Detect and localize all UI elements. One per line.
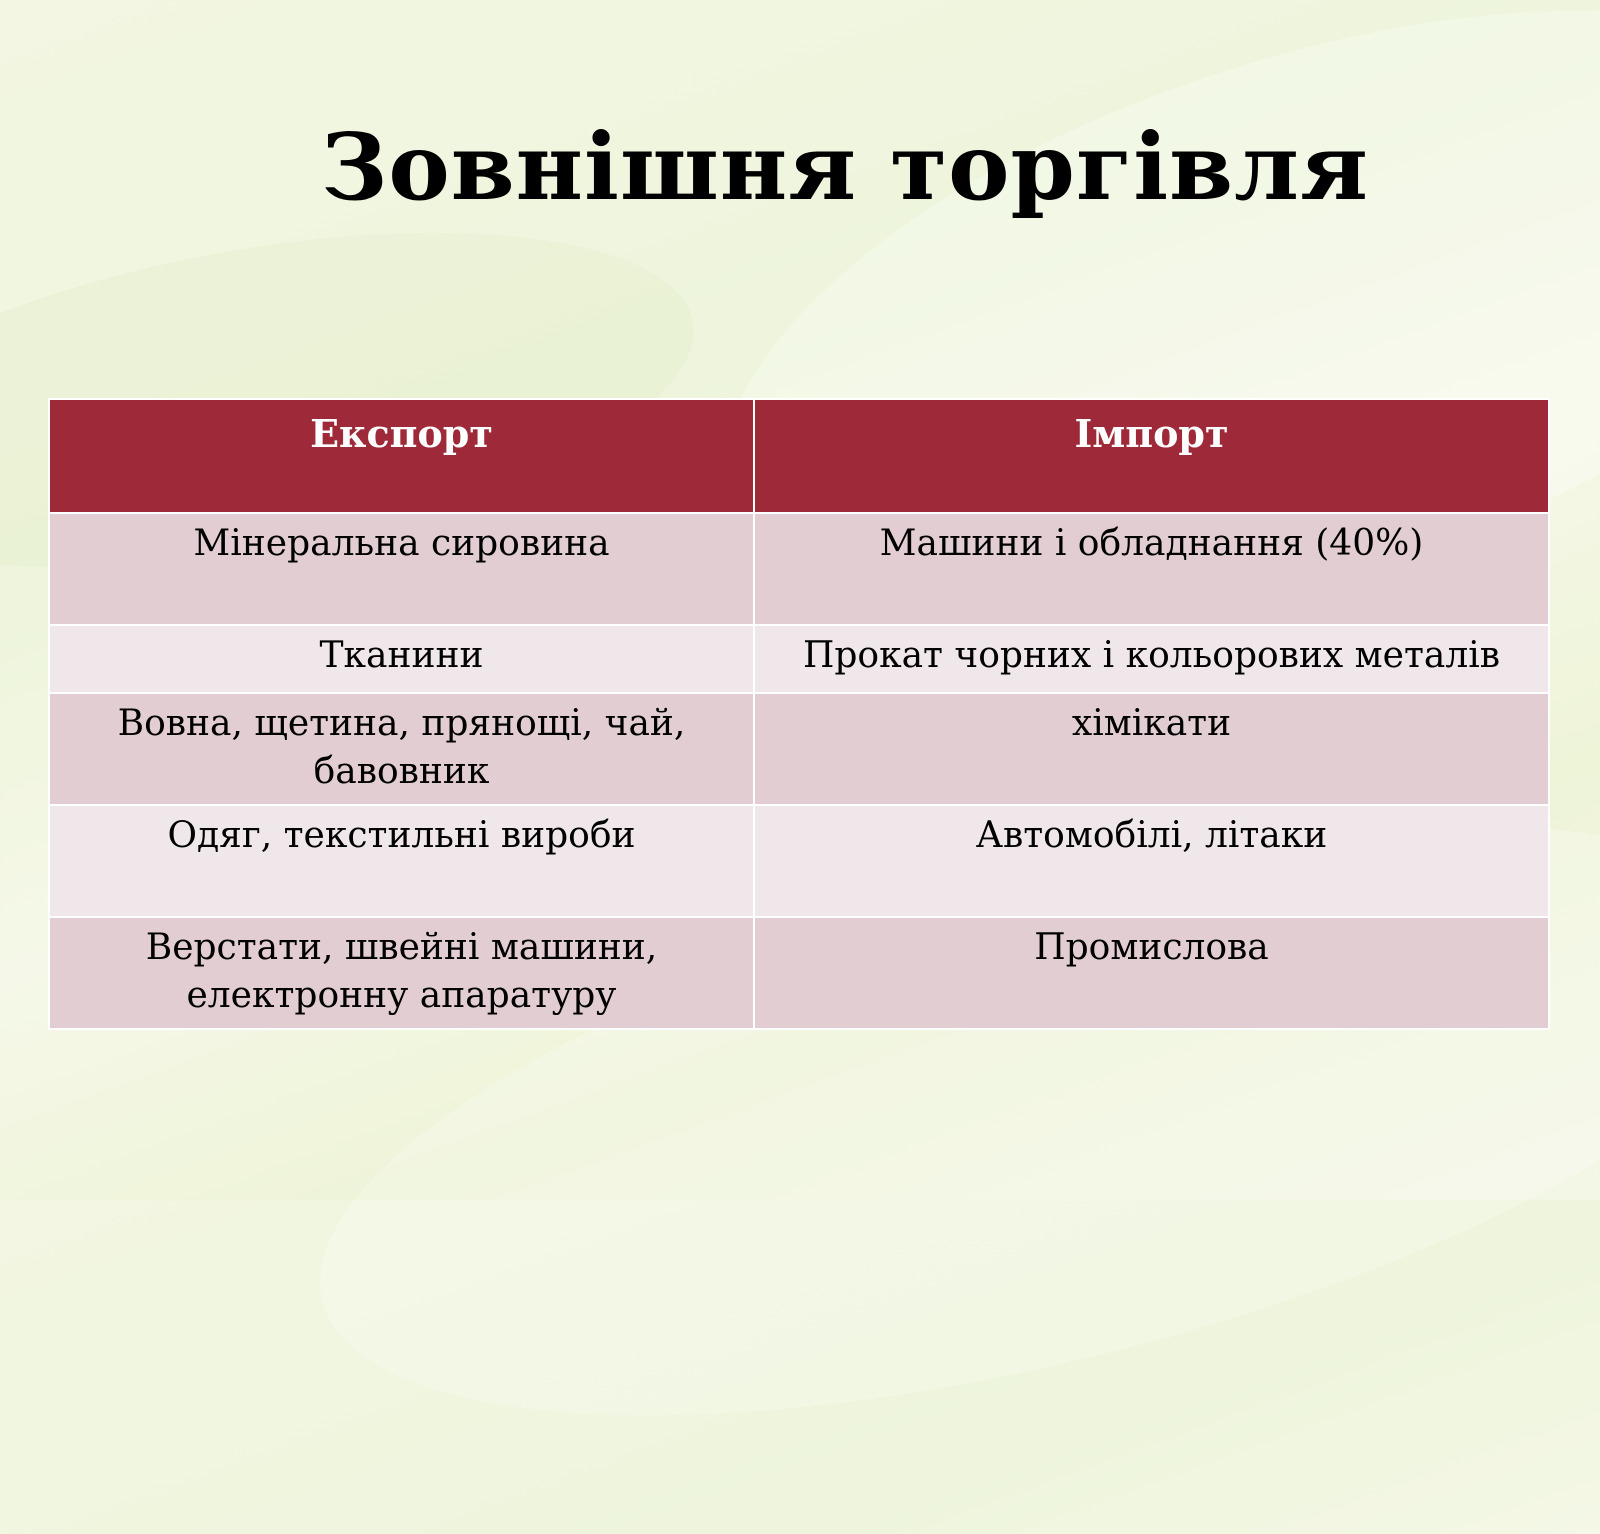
export-cell: Верстати, швейні машини, електронну апаратуру	[49, 917, 754, 1029]
table-header-row	[49, 399, 1549, 513]
header-export: Експорт	[49, 399, 754, 513]
import-cell: Автомобілі, літаки	[754, 805, 1549, 917]
import-cell: Прокат чорних і кольорових металів	[754, 625, 1549, 693]
export-cell: Одяг, текстильні вироби	[49, 805, 754, 917]
table-row	[49, 625, 1549, 693]
slide-title: Зовнішня торгівля	[321, 113, 1369, 221]
table-row	[49, 693, 1549, 805]
import-cell: хімікати	[754, 693, 1549, 805]
table-row	[49, 513, 1549, 625]
import-cell: Промислова	[754, 917, 1549, 1029]
import-cell: Машини і обладнання (40%)	[754, 513, 1549, 625]
export-cell: Мінеральна сировина	[49, 513, 754, 625]
table-row	[49, 805, 1549, 917]
trade-table	[48, 398, 1550, 1030]
header-import: Імпорт	[754, 399, 1549, 513]
export-cell: Тканини	[49, 625, 754, 693]
export-cell: Вовна, щетина, прянощі, чай, бавовник	[49, 693, 754, 805]
table-row	[49, 917, 1549, 1029]
